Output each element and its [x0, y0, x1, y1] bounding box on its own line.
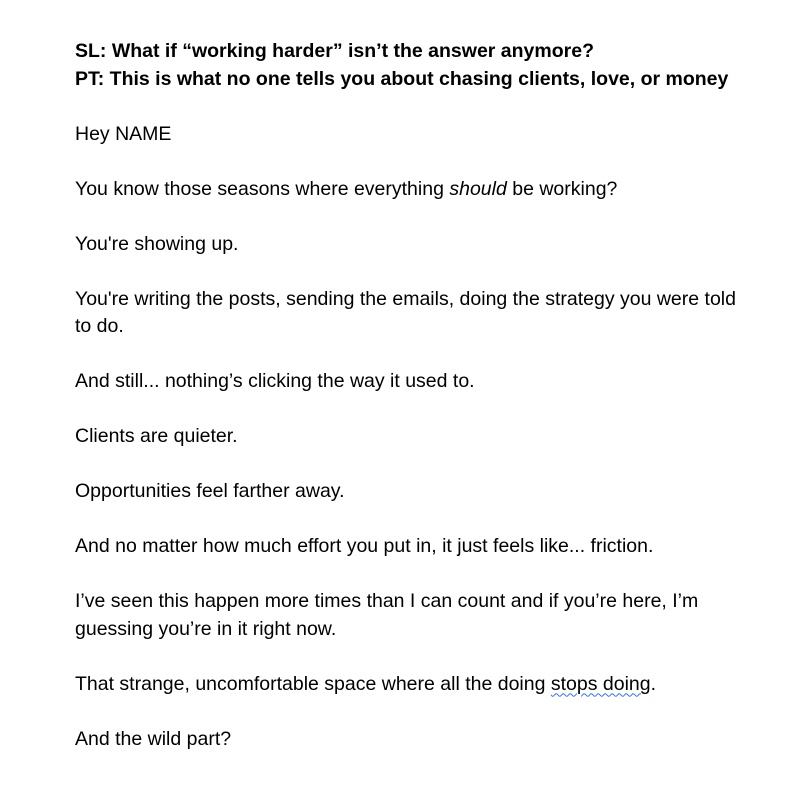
paragraph-nothing-clicking: And still... nothing’s clicking the way it used to.: [75, 370, 475, 392]
subject-line: SL: What if “working harder” isn’t the answer anymore?: [75, 40, 594, 62]
greeting: Hey NAME: [75, 122, 172, 145]
paragraph-showing-up: You're showing up.: [75, 232, 239, 255]
paragraph-opportunities: Opportunities feel farther away.: [75, 480, 345, 502]
paragraph-seasons-start: You know those seasons where everything: [75, 177, 450, 200]
paragraph-seasons-end: be working?: [506, 177, 618, 200]
paragraph-strange-space-start: That strange, uncomfortable space where all the doing: [75, 672, 551, 695]
paragraph-clients-quieter: Clients are quieter.: [75, 425, 238, 447]
paragraph-seasons: [75, 176, 755, 204]
paragraph-wild-part: And the wild part?: [75, 727, 232, 750]
paragraph-strange-space-end: .: [650, 672, 657, 695]
emphasis-should: should: [449, 177, 507, 200]
document-body[interactable]: [75, 38, 755, 781]
preview-text: PT: This is what no one tells you about chasing clients, love, or money: [75, 67, 729, 90]
email-header: [75, 38, 755, 93]
paragraph-friction: And no matter how much effort you put in, it just feels like... friction.: [75, 535, 654, 557]
paragraph-writing-posts: You're writing the posts, sending the emails, doing the strategy you were told to do.: [75, 287, 736, 337]
paragraph-seen-this: I’ve seen this happen more times than I can count and if you’re here, I’m guessing you’re in it right now.: [75, 590, 699, 640]
spellcheck-flagged-text[interactable]: stops doing: [550, 672, 651, 695]
paragraph-strange-space: [75, 671, 755, 699]
